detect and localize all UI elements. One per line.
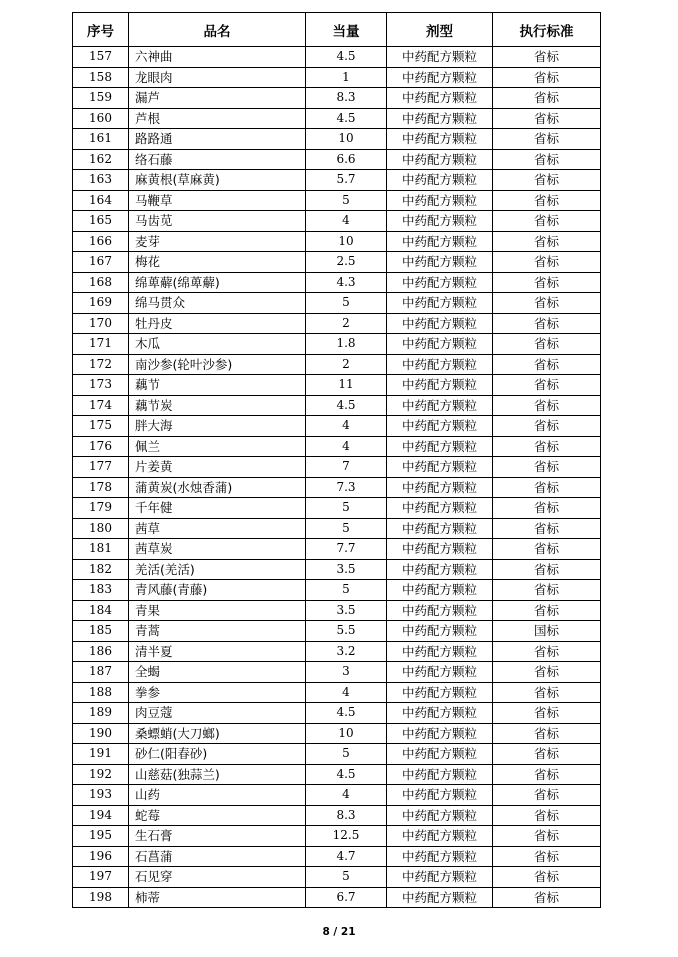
cell-standard: 省标 <box>493 703 601 724</box>
cell-standard: 省标 <box>493 252 601 273</box>
cell-index: 178 <box>73 477 129 498</box>
cell-equivalent: 10 <box>306 231 387 252</box>
cell-standard: 省标 <box>493 846 601 867</box>
cell-name: 漏芦 <box>129 88 306 109</box>
table-row <box>73 662 601 683</box>
cell-dosage-form: 中药配方颗粒 <box>387 67 493 88</box>
cell-index: 174 <box>73 395 129 416</box>
cell-standard: 省标 <box>493 744 601 765</box>
cell-standard: 省标 <box>493 662 601 683</box>
cell-index: 188 <box>73 682 129 703</box>
cell-equivalent: 4.3 <box>306 272 387 293</box>
cell-equivalent: 4.5 <box>306 47 387 68</box>
cell-equivalent: 4 <box>306 785 387 806</box>
cell-equivalent: 2.5 <box>306 252 387 273</box>
cell-name: 青蒿 <box>129 621 306 642</box>
cell-dosage-form: 中药配方颗粒 <box>387 764 493 785</box>
cell-index: 185 <box>73 621 129 642</box>
cell-equivalent: 7.3 <box>306 477 387 498</box>
cell-index: 162 <box>73 149 129 170</box>
cell-name: 络石藤 <box>129 149 306 170</box>
table-body <box>73 47 601 908</box>
cell-standard: 省标 <box>493 477 601 498</box>
cell-standard: 省标 <box>493 88 601 109</box>
table-row <box>73 580 601 601</box>
cell-equivalent: 3 <box>306 662 387 683</box>
cell-dosage-form: 中药配方颗粒 <box>387 518 493 539</box>
cell-index: 163 <box>73 170 129 191</box>
cell-index: 194 <box>73 805 129 826</box>
cell-dosage-form: 中药配方颗粒 <box>387 682 493 703</box>
cell-name: 石菖蒲 <box>129 846 306 867</box>
cell-name: 山慈菇(独蒜兰) <box>129 764 306 785</box>
cell-equivalent: 2 <box>306 354 387 375</box>
cell-index: 172 <box>73 354 129 375</box>
cell-name: 马鞭草 <box>129 190 306 211</box>
cell-name: 六神曲 <box>129 47 306 68</box>
cell-standard: 省标 <box>493 354 601 375</box>
cell-name: 胖大海 <box>129 416 306 437</box>
cell-index: 169 <box>73 293 129 314</box>
cell-name: 木瓜 <box>129 334 306 355</box>
table-row <box>73 539 601 560</box>
cell-standard: 省标 <box>493 375 601 396</box>
cell-dosage-form: 中药配方颗粒 <box>387 272 493 293</box>
cell-dosage-form: 中药配方颗粒 <box>387 313 493 334</box>
cell-dosage-form: 中药配方颗粒 <box>387 88 493 109</box>
cell-name: 麻黄根(草麻黄) <box>129 170 306 191</box>
cell-dosage-form: 中药配方颗粒 <box>387 703 493 724</box>
table-row <box>73 826 601 847</box>
cell-equivalent: 3.2 <box>306 641 387 662</box>
cell-index: 192 <box>73 764 129 785</box>
table-row <box>73 354 601 375</box>
header-standard: 执行标准 <box>493 13 601 47</box>
table-row <box>73 621 601 642</box>
cell-standard: 省标 <box>493 272 601 293</box>
cell-index: 186 <box>73 641 129 662</box>
header-name: 品名 <box>129 13 306 47</box>
table-row <box>73 375 601 396</box>
cell-dosage-form: 中药配方颗粒 <box>387 559 493 580</box>
cell-equivalent: 2 <box>306 313 387 334</box>
cell-equivalent: 4 <box>306 211 387 232</box>
cell-standard: 省标 <box>493 334 601 355</box>
cell-standard: 省标 <box>493 293 601 314</box>
cell-equivalent: 5 <box>306 867 387 888</box>
cell-dosage-form: 中药配方颗粒 <box>387 580 493 601</box>
cell-equivalent: 4.5 <box>306 764 387 785</box>
cell-equivalent: 3.5 <box>306 559 387 580</box>
table-row <box>73 723 601 744</box>
header-row <box>73 13 601 47</box>
cell-dosage-form: 中药配方颗粒 <box>387 395 493 416</box>
cell-dosage-form: 中药配方颗粒 <box>387 785 493 806</box>
table-row <box>73 108 601 129</box>
cell-dosage-form: 中药配方颗粒 <box>387 129 493 150</box>
cell-index: 166 <box>73 231 129 252</box>
cell-standard: 国标 <box>493 621 601 642</box>
table-row <box>73 395 601 416</box>
cell-standard: 省标 <box>493 67 601 88</box>
cell-index: 198 <box>73 887 129 908</box>
cell-dosage-form: 中药配方颗粒 <box>387 190 493 211</box>
cell-dosage-form: 中药配方颗粒 <box>387 887 493 908</box>
cell-equivalent: 1.8 <box>306 334 387 355</box>
cell-name: 南沙参(轮叶沙参) <box>129 354 306 375</box>
table-row <box>73 805 601 826</box>
page-number: 8 / 21 <box>322 926 356 938</box>
cell-dosage-form: 中药配方颗粒 <box>387 539 493 560</box>
cell-index: 173 <box>73 375 129 396</box>
cell-equivalent: 7.7 <box>306 539 387 560</box>
cell-standard: 省标 <box>493 457 601 478</box>
cell-standard: 省标 <box>493 805 601 826</box>
cell-index: 177 <box>73 457 129 478</box>
header-equivalent: 当量 <box>306 13 387 47</box>
cell-equivalent: 12.5 <box>306 826 387 847</box>
cell-equivalent: 4.7 <box>306 846 387 867</box>
table-row <box>73 436 601 457</box>
table-row <box>73 170 601 191</box>
cell-equivalent: 8.3 <box>306 88 387 109</box>
cell-standard: 省标 <box>493 764 601 785</box>
cell-name: 生石膏 <box>129 826 306 847</box>
cell-index: 180 <box>73 518 129 539</box>
cell-equivalent: 4 <box>306 436 387 457</box>
cell-dosage-form: 中药配方颗粒 <box>387 211 493 232</box>
cell-name: 清半夏 <box>129 641 306 662</box>
cell-standard: 省标 <box>493 436 601 457</box>
cell-equivalent: 5 <box>306 190 387 211</box>
cell-standard: 省标 <box>493 600 601 621</box>
cell-standard: 省标 <box>493 641 601 662</box>
cell-name: 梅花 <box>129 252 306 273</box>
cell-dosage-form: 中药配方颗粒 <box>387 744 493 765</box>
cell-name: 柿蒂 <box>129 887 306 908</box>
cell-dosage-form: 中药配方颗粒 <box>387 354 493 375</box>
cell-standard: 省标 <box>493 108 601 129</box>
cell-name: 青风藤(青藤) <box>129 580 306 601</box>
cell-index: 179 <box>73 498 129 519</box>
cell-index: 176 <box>73 436 129 457</box>
cell-name: 芦根 <box>129 108 306 129</box>
cell-equivalent: 6.7 <box>306 887 387 908</box>
table-row <box>73 682 601 703</box>
cell-name: 砂仁(阳春砂) <box>129 744 306 765</box>
cell-dosage-form: 中药配方颗粒 <box>387 498 493 519</box>
cell-equivalent: 4 <box>306 416 387 437</box>
cell-index: 187 <box>73 662 129 683</box>
cell-dosage-form: 中药配方颗粒 <box>387 867 493 888</box>
table-row <box>73 252 601 273</box>
cell-name: 茜草 <box>129 518 306 539</box>
table-row <box>73 498 601 519</box>
cell-name: 全蝎 <box>129 662 306 683</box>
cell-name: 山药 <box>129 785 306 806</box>
cell-dosage-form: 中药配方颗粒 <box>387 149 493 170</box>
cell-index: 182 <box>73 559 129 580</box>
table-row <box>73 211 601 232</box>
table-row <box>73 887 601 908</box>
cell-equivalent: 5 <box>306 518 387 539</box>
cell-dosage-form: 中药配方颗粒 <box>387 846 493 867</box>
cell-name: 拳参 <box>129 682 306 703</box>
table-row <box>73 764 601 785</box>
cell-equivalent: 4.5 <box>306 395 387 416</box>
cell-index: 175 <box>73 416 129 437</box>
table-row <box>73 703 601 724</box>
cell-equivalent: 5 <box>306 498 387 519</box>
cell-name: 千年健 <box>129 498 306 519</box>
cell-dosage-form: 中药配方颗粒 <box>387 47 493 68</box>
header-dosage-form: 剂型 <box>387 13 493 47</box>
cell-standard: 省标 <box>493 826 601 847</box>
cell-equivalent: 8.3 <box>306 805 387 826</box>
cell-equivalent: 5.7 <box>306 170 387 191</box>
cell-standard: 省标 <box>493 580 601 601</box>
cell-standard: 省标 <box>493 313 601 334</box>
cell-index: 189 <box>73 703 129 724</box>
table-row <box>73 129 601 150</box>
cell-standard: 省标 <box>493 887 601 908</box>
cell-index: 170 <box>73 313 129 334</box>
cell-index: 160 <box>73 108 129 129</box>
cell-name: 牡丹皮 <box>129 313 306 334</box>
cell-dosage-form: 中药配方颗粒 <box>387 805 493 826</box>
cell-dosage-form: 中药配方颗粒 <box>387 334 493 355</box>
cell-name: 龙眼肉 <box>129 67 306 88</box>
herb-table <box>72 12 601 908</box>
table-row <box>73 47 601 68</box>
cell-index: 157 <box>73 47 129 68</box>
cell-name: 片姜黄 <box>129 457 306 478</box>
cell-equivalent: 5 <box>306 580 387 601</box>
table-row <box>73 293 601 314</box>
cell-dosage-form: 中药配方颗粒 <box>387 723 493 744</box>
cell-dosage-form: 中药配方颗粒 <box>387 416 493 437</box>
cell-index: 167 <box>73 252 129 273</box>
cell-standard: 省标 <box>493 498 601 519</box>
cell-index: 190 <box>73 723 129 744</box>
table-row <box>73 416 601 437</box>
cell-index: 195 <box>73 826 129 847</box>
cell-standard: 省标 <box>493 149 601 170</box>
cell-dosage-form: 中药配方颗粒 <box>387 826 493 847</box>
table-row <box>73 190 601 211</box>
table-row <box>73 846 601 867</box>
cell-standard: 省标 <box>493 518 601 539</box>
cell-dosage-form: 中药配方颗粒 <box>387 231 493 252</box>
cell-equivalent: 5.5 <box>306 621 387 642</box>
cell-equivalent: 3.5 <box>306 600 387 621</box>
table-row <box>73 231 601 252</box>
cell-index: 197 <box>73 867 129 888</box>
table-row <box>73 477 601 498</box>
cell-equivalent: 6.6 <box>306 149 387 170</box>
table-row <box>73 518 601 539</box>
cell-standard: 省标 <box>493 129 601 150</box>
table-row <box>73 641 601 662</box>
cell-equivalent: 5 <box>306 744 387 765</box>
header-index: 序号 <box>73 13 129 47</box>
cell-standard: 省标 <box>493 559 601 580</box>
cell-name: 桑螵蛸(大刀螂) <box>129 723 306 744</box>
cell-dosage-form: 中药配方颗粒 <box>387 477 493 498</box>
table-row <box>73 67 601 88</box>
cell-index: 181 <box>73 539 129 560</box>
cell-name: 蒲黄炭(水烛香蒲) <box>129 477 306 498</box>
cell-standard: 省标 <box>493 170 601 191</box>
cell-dosage-form: 中药配方颗粒 <box>387 436 493 457</box>
cell-name: 绵萆薢(绵萆薢) <box>129 272 306 293</box>
cell-index: 184 <box>73 600 129 621</box>
cell-index: 191 <box>73 744 129 765</box>
cell-name: 马齿苋 <box>129 211 306 232</box>
cell-name: 麦芽 <box>129 231 306 252</box>
cell-equivalent: 11 <box>306 375 387 396</box>
cell-name: 青果 <box>129 600 306 621</box>
cell-equivalent: 4 <box>306 682 387 703</box>
cell-equivalent: 10 <box>306 723 387 744</box>
table-row <box>73 785 601 806</box>
cell-dosage-form: 中药配方颗粒 <box>387 375 493 396</box>
cell-name: 石见穿 <box>129 867 306 888</box>
cell-dosage-form: 中药配方颗粒 <box>387 170 493 191</box>
table-row <box>73 559 601 580</box>
table-row <box>73 867 601 888</box>
cell-name: 佩兰 <box>129 436 306 457</box>
cell-dosage-form: 中药配方颗粒 <box>387 662 493 683</box>
cell-equivalent: 7 <box>306 457 387 478</box>
cell-index: 164 <box>73 190 129 211</box>
cell-dosage-form: 中药配方颗粒 <box>387 252 493 273</box>
cell-equivalent: 1 <box>306 67 387 88</box>
cell-standard: 省标 <box>493 723 601 744</box>
cell-index: 158 <box>73 67 129 88</box>
cell-standard: 省标 <box>493 211 601 232</box>
cell-standard: 省标 <box>493 395 601 416</box>
cell-dosage-form: 中药配方颗粒 <box>387 641 493 662</box>
cell-index: 168 <box>73 272 129 293</box>
cell-dosage-form: 中药配方颗粒 <box>387 621 493 642</box>
cell-standard: 省标 <box>493 190 601 211</box>
cell-name: 藕节炭 <box>129 395 306 416</box>
cell-standard: 省标 <box>493 416 601 437</box>
cell-index: 159 <box>73 88 129 109</box>
cell-name: 羌活(羌活) <box>129 559 306 580</box>
cell-equivalent: 4.5 <box>306 703 387 724</box>
cell-equivalent: 4.5 <box>306 108 387 129</box>
cell-name: 肉豆蔻 <box>129 703 306 724</box>
cell-dosage-form: 中药配方颗粒 <box>387 108 493 129</box>
table-row <box>73 744 601 765</box>
cell-index: 171 <box>73 334 129 355</box>
table-row <box>73 600 601 621</box>
cell-standard: 省标 <box>493 785 601 806</box>
cell-name: 绵马贯众 <box>129 293 306 314</box>
cell-index: 193 <box>73 785 129 806</box>
cell-standard: 省标 <box>493 682 601 703</box>
table-row <box>73 334 601 355</box>
cell-name: 蛇莓 <box>129 805 306 826</box>
cell-equivalent: 5 <box>306 293 387 314</box>
cell-name: 藕节 <box>129 375 306 396</box>
cell-standard: 省标 <box>493 539 601 560</box>
table-row <box>73 272 601 293</box>
table-row <box>73 149 601 170</box>
cell-index: 165 <box>73 211 129 232</box>
table-row <box>73 88 601 109</box>
cell-dosage-form: 中药配方颗粒 <box>387 293 493 314</box>
cell-standard: 省标 <box>493 47 601 68</box>
cell-name: 茜草炭 <box>129 539 306 560</box>
cell-equivalent: 10 <box>306 129 387 150</box>
cell-dosage-form: 中药配方颗粒 <box>387 457 493 478</box>
cell-standard: 省标 <box>493 231 601 252</box>
cell-dosage-form: 中药配方颗粒 <box>387 600 493 621</box>
cell-index: 183 <box>73 580 129 601</box>
cell-standard: 省标 <box>493 867 601 888</box>
cell-index: 161 <box>73 129 129 150</box>
table-row <box>73 457 601 478</box>
cell-index: 196 <box>73 846 129 867</box>
table-row <box>73 313 601 334</box>
cell-name: 路路通 <box>129 129 306 150</box>
